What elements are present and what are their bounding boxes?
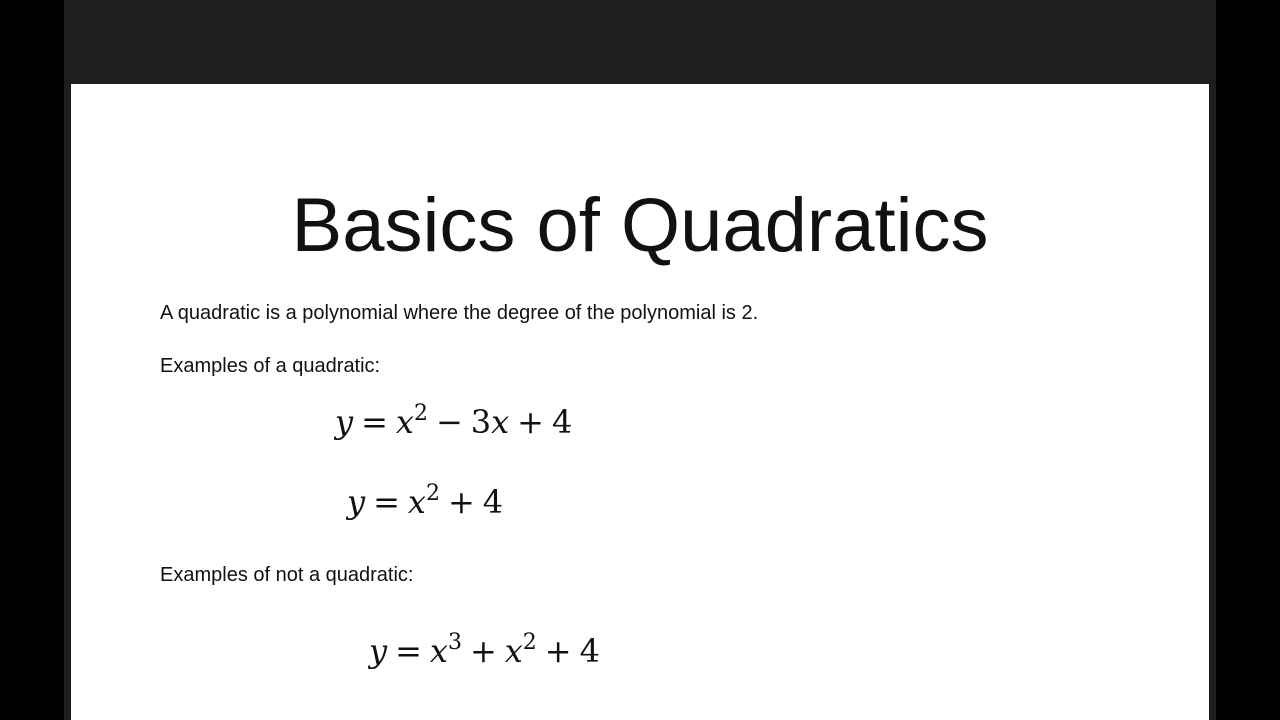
eq1-equals: = bbox=[361, 403, 388, 441]
equation-quadratic-2 bbox=[347, 482, 503, 522]
eq1-base: x bbox=[395, 403, 414, 441]
eq3-base-2: x bbox=[504, 632, 523, 670]
eq3-plus-1: + bbox=[469, 632, 497, 670]
eq3-base: x bbox=[429, 632, 448, 670]
definition-text: A quadratic is a polynomial where the degree of the polynomial is 2. bbox=[160, 302, 759, 324]
eq2-lhs: y bbox=[347, 483, 366, 521]
eq2-plus: + bbox=[447, 483, 475, 521]
eq3-exponent-2: 2 bbox=[522, 629, 537, 655]
slide bbox=[71, 84, 1209, 720]
eq2-constant: 4 bbox=[482, 483, 504, 521]
eq1-plus: + bbox=[517, 403, 544, 441]
top-bar bbox=[64, 0, 1216, 84]
eq2-base: x bbox=[407, 483, 426, 521]
eq1-lhs: y bbox=[335, 403, 354, 441]
examples-heading: Examples of a quadratic: bbox=[160, 355, 381, 377]
eq2-equals: = bbox=[373, 483, 400, 521]
eq3-lhs: y bbox=[369, 632, 388, 670]
eq1-var: x bbox=[491, 403, 510, 441]
non-examples-heading: Examples of not a quadratic: bbox=[160, 564, 414, 586]
slide-title: Basics of Quadratics bbox=[291, 183, 989, 268]
eq3-constant: 4 bbox=[579, 632, 600, 670]
eq3-plus-2: + bbox=[544, 632, 572, 670]
eq1-exponent: 2 bbox=[413, 400, 428, 426]
eq3-equals: = bbox=[395, 632, 422, 670]
equation-non-quadratic bbox=[369, 631, 600, 671]
eq1-constant: 4 bbox=[551, 403, 573, 441]
eq1-minus: − bbox=[435, 403, 463, 441]
eq2-exponent: 2 bbox=[425, 480, 440, 506]
eq1-coefficient: 3 bbox=[470, 403, 492, 441]
eq3-exponent: 3 bbox=[447, 629, 462, 655]
equation-quadratic-1 bbox=[335, 402, 572, 442]
